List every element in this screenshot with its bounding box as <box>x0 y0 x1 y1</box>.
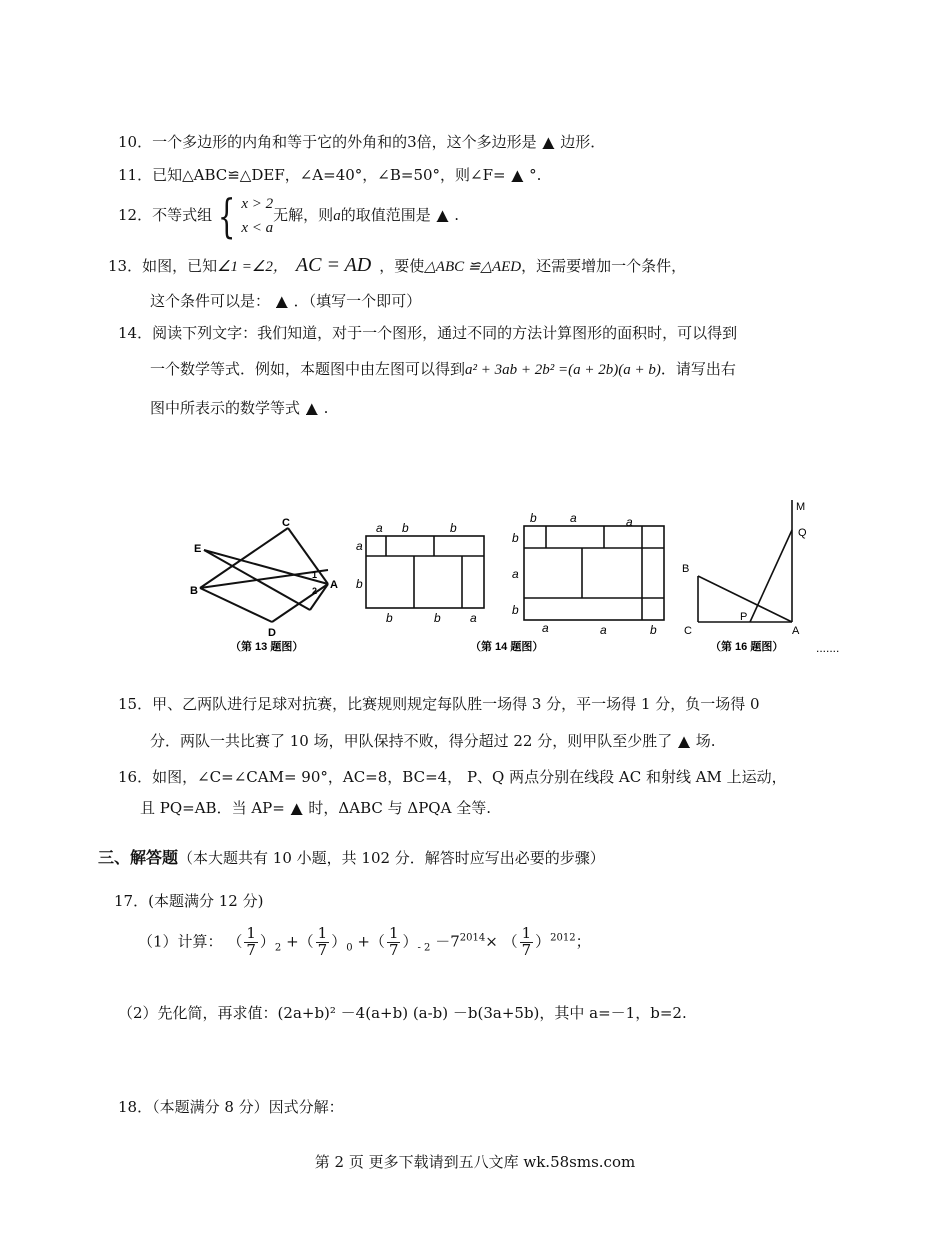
answer-blank: ▲ <box>290 799 303 817</box>
ellipsis: ....... <box>816 641 840 655</box>
fig14-label: a <box>356 539 363 553</box>
fig14-label: a <box>626 515 633 529</box>
formula: a² + 3ab + 2b² =(a + 2b)(a + b) <box>465 362 661 378</box>
left-brace: { <box>217 189 236 243</box>
fig13-caption: （第 13 题图） <box>230 641 304 653</box>
question-18: 18．（本题满分 8 分）因式分解： <box>118 1098 344 1116</box>
question-13: 13．如图，已知∠1 =∠2， AC = AD ，要使△ABC ≌△AED，还需要增加一个条件， <box>108 254 687 276</box>
question-17-part2: （2）先化简，再求值：(2a+b)² －4(a+b) (a-b) －b(3a+5b)，其中 a=－1，b=2. <box>118 1004 687 1022</box>
fig14-label: b <box>450 521 457 535</box>
fig13-label: A <box>330 579 338 591</box>
question-16-line2: 且 PQ=AB．当 AP= ▲ 时，ΔABC 与 ΔPQA 全等. <box>140 799 491 817</box>
fig16-label: Q <box>798 527 807 539</box>
fig13-label: 1 <box>312 570 318 580</box>
fig16-label: C <box>684 625 692 637</box>
question-15: 15．甲、乙两队进行足球对抗赛，比赛规则规定每队胜一场得 3 分，平一场得 1 分，负一场得 0 <box>118 695 760 713</box>
fraction: $\frac{1}{7}$ <box>317 924 328 959</box>
fig14-caption: （第 14 题图） <box>470 641 544 653</box>
fig13-label: C <box>282 517 290 529</box>
fig13-label: B <box>190 585 198 597</box>
fig13-label: D <box>268 627 276 639</box>
fig14-label: b <box>386 611 393 625</box>
question-14-line3: 图中所表示的数学等式 ▲ . <box>150 399 329 417</box>
fig14-label: b <box>402 521 409 535</box>
answer-blank: ▲ <box>276 292 288 310</box>
figure-13 <box>200 528 328 622</box>
section-3-heading: 三、解答题（本大题共有 10 小题，共 102 分．解答时应写出必要的步骤） <box>98 848 605 867</box>
fig16-label: M <box>796 501 806 513</box>
page-footer: 第 2 页 更多下载请到五八文库 wk.58sms.com <box>314 1153 636 1171</box>
answer-blank: ▲ <box>678 732 690 750</box>
fig16-label: P <box>740 611 748 623</box>
fig14-label: b <box>512 603 519 617</box>
figures-row <box>180 490 900 670</box>
inequality-system: x > 2 x < a <box>241 196 274 236</box>
fig14-label: b <box>434 611 441 625</box>
question-12: 12．不等式组 { x > 2 x < a 无解，则a的取值范围是 ▲ . <box>118 189 460 243</box>
fig16-label: B <box>682 563 690 575</box>
question-13-line2: 这个条件可以是： ▲ ．（填写一个即可） <box>150 292 422 310</box>
fig13-label: E <box>194 543 202 555</box>
fig13-label: 2 <box>312 586 318 596</box>
question-17-part1: （1）计算： （ $\frac{1}{7}$ ）$_2$ +（ $\frac{1}{7}$ ）$_0$ +（ $\frac{1}{7}$ ）$_{- 2} -7^{2014}\times$ （ $\frac{1}{7}$ ）$^{2012}$； <box>138 924 591 959</box>
fig14-label: a <box>542 621 549 635</box>
fig14-label: a <box>600 623 607 637</box>
figure-14-right <box>524 526 664 620</box>
question-11: 11．已知△ABC≌△DEF，∠A=40°，∠B=50°，则∠F= ▲ °. <box>118 166 542 184</box>
fraction: $\frac{1}{7}$ <box>246 924 256 959</box>
answer-blank: ▲ <box>436 206 449 224</box>
question-14-line2: 一个数学等式．例如，本题图中由左图可以得到a² + 3ab + 2b² =(a + 2b)(a + b)．请写出右 <box>150 360 736 378</box>
question-15-line2: 分．两队一共比赛了 10 场，甲队保持不败，得分超过 22 分，则甲队至少胜了 ▲ 场. <box>150 732 716 750</box>
question-17-head: 17．(本题满分 12 分) <box>114 892 264 910</box>
fig16-label: A <box>792 625 800 637</box>
fig14-label: b <box>356 577 363 591</box>
fig14-label: a <box>376 521 383 535</box>
fig14-label: b <box>512 531 519 545</box>
question-10: 10．一个多边形的内角和等于它的外角和的3倍，这个多边形是 ▲ 边形． <box>118 133 606 151</box>
fig14-label: b <box>650 623 657 637</box>
fraction: $\frac{1}{7}$ <box>521 924 532 959</box>
figure-16 <box>698 500 792 622</box>
answer-blank: ▲ <box>542 133 555 151</box>
fig14-label: a <box>570 511 577 525</box>
fig14-label: a <box>512 567 519 581</box>
question-14: 14．阅读下列文字：我们知道，对于一个图形，通过不同的方法计算图形的面积时，可以得到 <box>118 324 738 342</box>
question-16: 16．如图，∠C=∠CAM= 90°，AC=8，BC=4， P、Q 两点分别在线段 AC 和射线 AM 上运动， <box>118 768 787 786</box>
figure-14-left <box>366 536 484 608</box>
fraction: $\frac{1}{7}$ <box>388 924 399 959</box>
fig16-caption: （第 16 题图） <box>710 641 784 653</box>
answer-blank: ▲ <box>511 166 524 184</box>
answer-blank: ▲ <box>306 399 318 417</box>
fig14-label: a <box>470 611 477 625</box>
fig14-label: b <box>530 511 537 525</box>
